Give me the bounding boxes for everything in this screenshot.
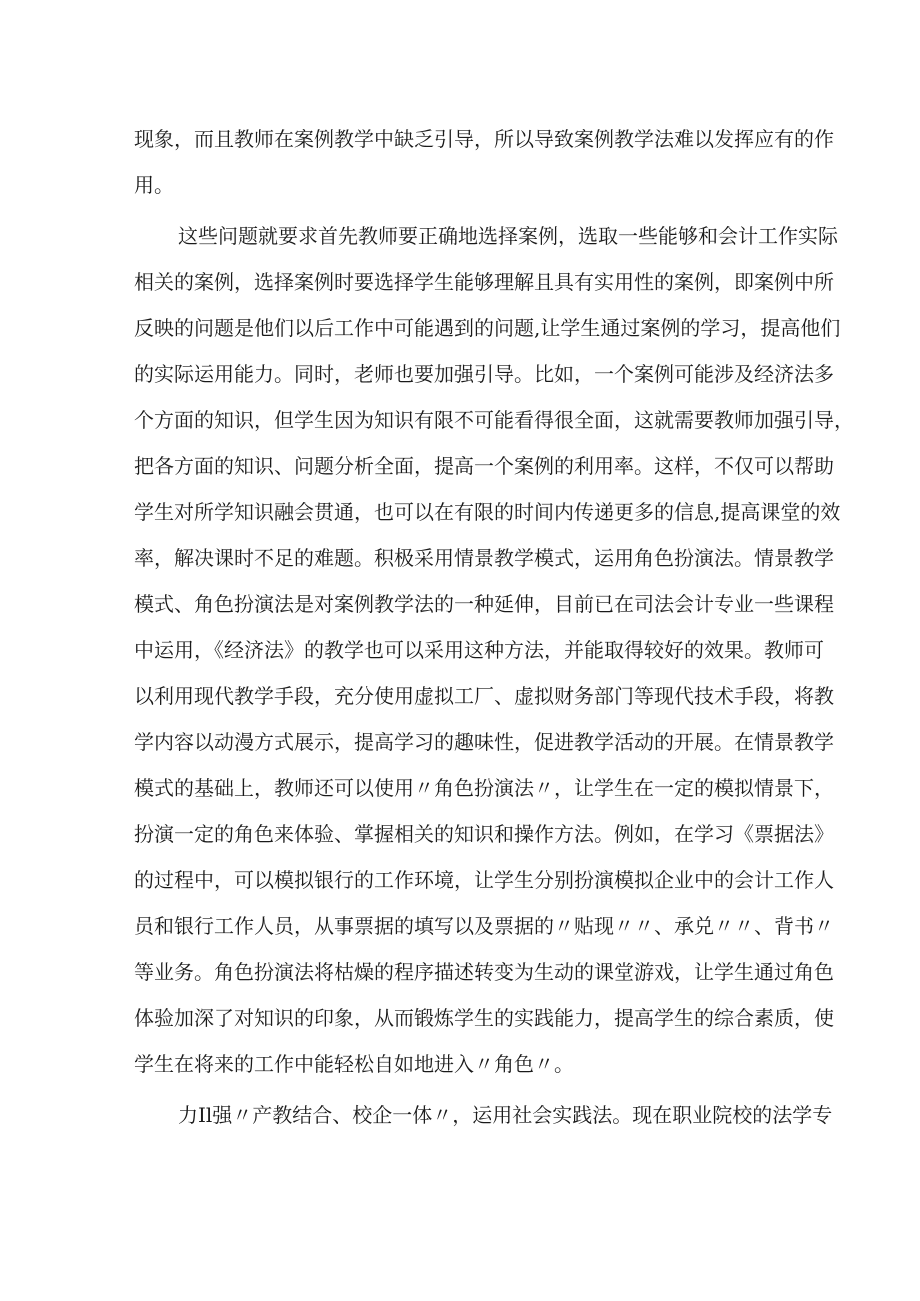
text-line: 等业务。角色扮演法将枯燥的程序描述转变为生动的课堂游戏，让学生通过角色: [134, 960, 834, 984]
text-line: 相关的案例，选择案例时要选择学生能够理解且具有实用性的案例，即案例中所: [134, 270, 834, 294]
text-line: 现象，而且教师在案例教学中缺乏引导，所以导致案例教学法难以发挥应有的作: [134, 127, 834, 151]
text-line: 体验加深了对知识的印象，从而锻炼学生的实践能力，提高学生的综合素质，使: [134, 1006, 834, 1030]
text-line: 这些问题就要求首先教师要正确地选择案例，选取一些能够和会计工作实际: [178, 224, 838, 248]
text-line: 以利用现代教学手段，充分使用虚拟工厂、虚拟财务部门等现代技术手段，将教: [134, 684, 834, 708]
text-line: 个方面的知识，但学生因为知识有限不可能看得很全面，这就需要教师加强引导，: [134, 408, 854, 432]
text-line: 学生在将来的工作中能轻松自如地进入〃角色〃。: [134, 1052, 574, 1076]
text-line: 员和银行工作人员，从事票据的填写以及票据的〃贴现〃〃、承兑〃〃、背书〃: [134, 914, 834, 938]
text-line: 中运用，《经济法》的教学也可以采用这种方法，并能取得较好的效果。教师可: [134, 638, 824, 662]
text-line: 学生对所学知识融会贯通，也可以在有限的时间内传递更多的信息,提高课堂的效: [134, 500, 841, 524]
text-line: 用。: [134, 173, 174, 197]
text-line: 的实际运用能力。同时，老师也要加强引导。比如，一个案例可能涉及经济法多: [134, 362, 834, 386]
text-line: 模式的基础上，教师还可以使用〃角色扮演法〃，让学生在一定的模拟情景下，: [134, 776, 834, 800]
text-line: 力Il强〃产教结合、校企一体〃，运用社会实践法。现在职业院校的法学专: [178, 1103, 833, 1127]
text-line: 反映的问题是他们以后工作中可能遇到的问题,让学生通过案例的学习，提高他们: [134, 316, 841, 340]
text-line: 模式、角色扮演法是对案例教学法的一种延伸，目前已在司法会计专业一些课程: [134, 592, 834, 616]
text-line: 扮演一定的角色来体验、掌握相关的知识和操作方法。例如，在学习《票据法》: [134, 822, 834, 846]
text-line: 率，解决课时不足的难题。积极采用情景教学模式，运用角色扮演法。情景教学: [134, 546, 834, 570]
text-line: 把各方面的知识、问题分析全面，提高一个案例的利用率。这样，不仅可以帮助: [134, 454, 834, 478]
text-line: 的过程中，可以模拟银行的工作环境，让学生分别扮演模拟企业中的会计工作人: [134, 868, 834, 892]
text-line: 学内容以动漫方式展示，提高学习的趣味性，促进教学活动的开展。在情景教学: [134, 730, 834, 754]
